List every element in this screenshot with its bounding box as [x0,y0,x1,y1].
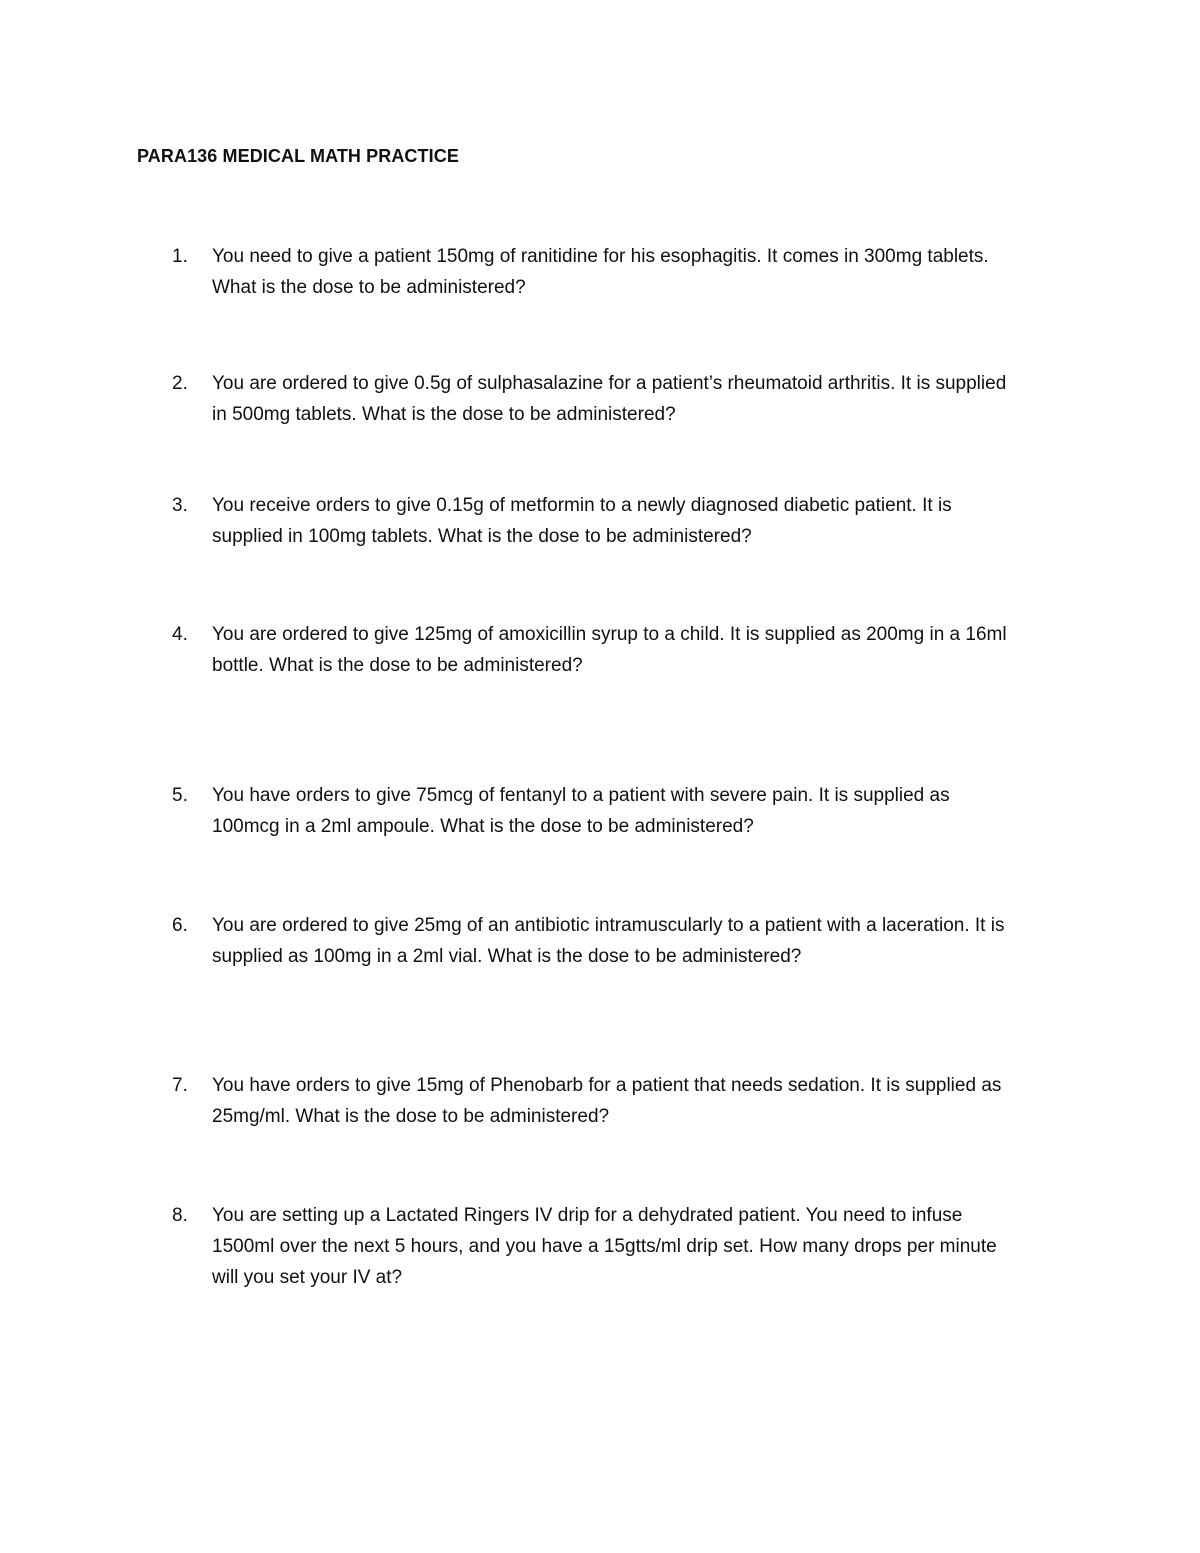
question-item [172,490,1072,552]
question-number: 8. [172,1205,188,1226]
question-text: You need to give a patient 150mg of ranitidine for his esophagitis. It comes in 300mg tablets. What is the dose to be administered? [212,246,989,298]
question-item [172,910,1072,972]
question-text: You are ordered to give 0.5g of sulphasalazine for a patient’s rheumatoid arthritis. It is supplied in 500mg tablets. What is the dose to be administered? [212,373,1007,425]
question-item [172,241,1072,303]
question-number: 5. [172,785,188,806]
question-number: 7. [172,1075,188,1096]
question-item [172,1200,1072,1293]
question-text: You have orders to give 15mg of Phenobarb for a patient that needs sedation. It is supplied as 25mg/ml. What is the dose to be administered? [212,1075,1002,1127]
question-text: You are setting up a Lactated Ringers IV drip for a dehydrated patient. You need to infuse 1500ml over the next 5 hours, and you have a 15gtts/ml drip set. How many drops per minute will you set your IV at? [212,1205,997,1288]
question-item [172,368,1072,430]
question-number: 6. [172,915,188,936]
question-number: 4. [172,624,188,645]
question-item [172,1070,1072,1132]
question-item [172,619,1072,681]
question-text: You have orders to give 75mcg of fentanyl to a patient with severe pain. It is supplied as 100mcg in a 2ml ampoule. What is the dose to be administered? [212,785,950,837]
question-text: You receive orders to give 0.15g of metformin to a newly diagnosed diabetic patient. It is supplied in 100mg tablets. What is the dose to be administered? [212,495,952,547]
question-item [172,780,1072,842]
question-text: You are ordered to give 125mg of amoxicillin syrup to a child. It is supplied as 200mg in a 16ml bottle. What is the dose to be administered? [212,624,1007,676]
document-title: PARA136 MEDICAL MATH PRACTICE [137,146,459,166]
question-number: 1. [172,246,188,267]
question-text: You are ordered to give 25mg of an antibiotic intramuscularly to a patient with a laceration. It is supplied as 100mg in a 2ml vial. What is the dose to be administered? [212,915,1005,967]
question-number: 3. [172,495,188,516]
question-number: 2. [172,373,188,394]
